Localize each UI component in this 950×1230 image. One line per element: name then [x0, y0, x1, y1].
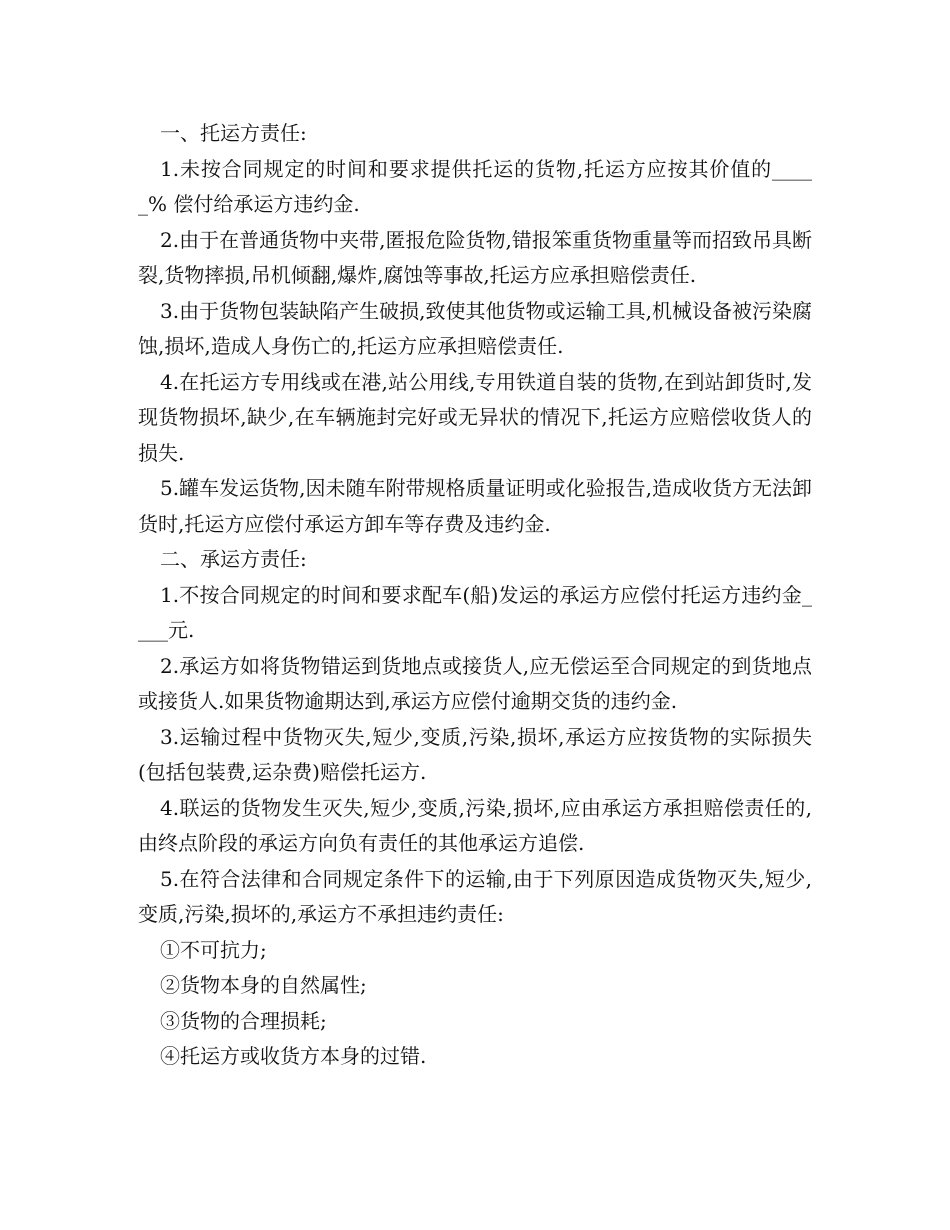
clause-shipper-4: 4.在托运方专用线或在港,站公用线,专用铁道自装的货物,在到站卸货时,发现货物损坏,缺少,在车辆施封完好或无异状的情况下,托运方应赔偿收货人的损失.: [138, 369, 812, 465]
exemption-item-2: ②货物本身的自然属性;: [160, 973, 367, 997]
clause-carrier-3: 3.运输过程中货物灭失,短少,变质,污染,损坏,承运方应按货物的实际损失(包括包装费,运杂费)赔偿托运方.: [138, 724, 812, 784]
exemption-item-4: ④托运方或收货方本身的过错.: [160, 1044, 427, 1068]
clause-carrier-5: 5.在符合法律和合同规定条件下的运输,由于下列原因造成货物灭失,短少,变质,污染,损坏的,承运方不承担违约责任:: [138, 866, 812, 926]
exemption-item-1: ①不可抗力;: [160, 937, 267, 962]
clause-shipper-1: 1.未按合同规定的时间和要求提供托运的货物,托运方应按其价值的_____% 偿付给承运方违约金.: [138, 156, 812, 216]
clause-carrier-4: 4.联运的货物发生灭失,短少,变质,污染,损坏,应由承运方承担赔偿责任的,由终点阶段的承运方向负有责任的其他承运方追偿.: [138, 795, 812, 855]
clause-carrier-1: 1.不按合同规定的时间和要求配车(船)发运的承运方应偿付托运方违约金____元.: [138, 582, 812, 642]
clause-shipper-2: 2.由于在普通货物中夹带,匿报危险货物,错报笨重货物重量等而招致吊具断裂,货物摔损,吊机倾翻,爆炸,腐蚀等事故,托运方应承担赔偿责任.: [138, 227, 812, 287]
clause-shipper-5: 5.罐车发运货物,因未随车附带规格质量证明或化验报告,造成收货方无法卸货时,托运方应偿付承运方卸车等存费及违约金.: [138, 476, 812, 536]
section-heading-carrier: 二、承运方责任:: [160, 547, 307, 571]
section-heading-shipper: 一、托运方责任:: [160, 121, 307, 145]
clause-carrier-2: 2.承运方如将货物错运到货地点或接货人,应无偿运至合同规定的到货地点或接货人.如果货物逾期达到,承运方应偿付逾期交货的违约金.: [138, 653, 812, 713]
exemption-item-3: ③货物的合理损耗;: [160, 1008, 327, 1033]
clause-shipper-3: 3.由于货物包装缺陷产生破损,致使其他货物或运输工具,机械设备被污染腐蚀,损坏,造成人身伤亡的,托运方应承担赔偿责任.: [138, 298, 812, 358]
